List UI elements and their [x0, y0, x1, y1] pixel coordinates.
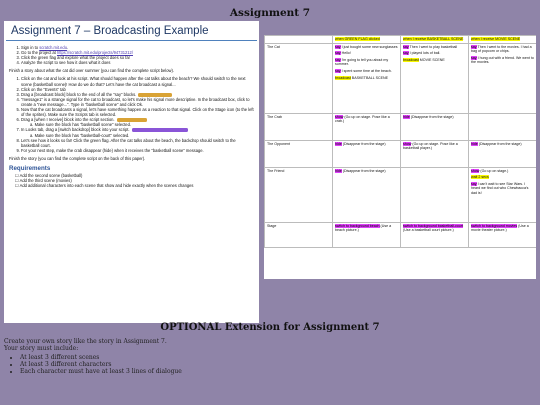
list-item: • At least 3 different characters: [20, 361, 182, 368]
script-line: hide (Disappear from the stage): [335, 141, 386, 146]
requirement-item: ☐ Add the third scene (movies): [15, 178, 254, 183]
row-label: The Opponent: [265, 140, 333, 167]
script-cell: [333, 43, 401, 113]
switch-backdrop-block-icon: [132, 128, 188, 132]
script-line: switch to background beach (Use a beach picture.): [335, 223, 392, 233]
list-item: 5. Now that the cat broadcasts a signal, let's have something happen as a reaction to that signal. Click on the Stage icon (to the left of the sprites). Make sure the Scripts tab is selected.: [21, 107, 254, 117]
script-cell: [333, 222, 401, 247]
script-cell: [401, 113, 469, 140]
requirements-heading: Requirements: [9, 164, 51, 172]
page-title: Assignment 7: [229, 7, 311, 19]
script-line: say Hello!: [335, 51, 351, 56]
list-item: 1. Sign in to scratch.mit.edu.: [21, 45, 254, 50]
optional-intro: Create your own story like the story in Assignment 7.: [4, 338, 167, 345]
requirement-item: ☐ Add the second scene (basketball): [15, 173, 254, 178]
script-cell: [401, 167, 469, 222]
list-item: 2. Go to the project at https://scratch.mit.edu/projects/94731212/: [21, 50, 254, 55]
list-item: 3. Click the green flag and explore what the project does so far: [21, 55, 254, 60]
table-row: [265, 167, 537, 222]
script-line: say I can't wait to see Star Wars. I heard we find out who Chewbacca's dad is!: [471, 181, 529, 195]
script-line: show (Go up on stage. Pose like a basketball player.): [403, 141, 458, 151]
project-link[interactable]: https://scratch.mit.edu/projects/94731212/: [56, 50, 133, 56]
script-cell: [401, 43, 469, 113]
list-item: 4. "message1" is a strange signal for the cat to broadcast, so let's make his signal more descriptive. In the broadcast box, click to create a "new message...". Type in "basketball scene" and click Ok.: [21, 97, 254, 107]
script-line: say I'm going to tell you about my summer.: [335, 57, 389, 67]
script-table: [264, 35, 536, 248]
script-cell: [469, 113, 537, 140]
table-row: [265, 113, 537, 140]
script-line: switch to background movies (Use a movie theater picture.): [471, 223, 529, 233]
script-cell: [333, 167, 401, 222]
script-line: say I spent some time at the beach.: [335, 68, 392, 73]
script-line: broadcast BASKETBALL SCENE: [335, 75, 389, 80]
finish-instruction: Finish a story about what the cat did over summer (you can find the complete script below).: [9, 68, 174, 74]
script-line: say I played lots of ball.: [403, 51, 441, 56]
row-label: The Friend: [265, 167, 333, 222]
script-line: show (Go up on stage.): [471, 168, 509, 173]
list-item: 9. For your next step, make the crab disappear (hide) when it receives the "basketball scene" message.: [21, 148, 254, 153]
table-header-cell: [265, 36, 333, 44]
setup-steps-list: [9, 45, 254, 65]
table-row: [265, 140, 537, 167]
document-title: Assignment 7 – Broadcasting Example: [6, 21, 257, 41]
row-label: The Crab: [265, 113, 333, 140]
row-label: The Cat: [265, 43, 333, 113]
script-cell: [401, 222, 469, 247]
script-line: hide (Disappear from the stage): [403, 114, 454, 119]
script-line: show (Go up on stage. Pose like a crab.): [335, 114, 390, 124]
script-cell: [333, 113, 401, 140]
list-item: 6. Drag a [when I receive] block into the script section. a. Make sure the block has "basketball scene" selected.: [21, 117, 254, 127]
script-line: hide (Disappear from the stage): [471, 141, 522, 146]
script-cell: [401, 140, 469, 167]
script-line: wait 2 secs: [471, 175, 489, 180]
script-cell: [469, 43, 537, 113]
list-item: 4. Analyze the script to see how it does what it does: [21, 60, 254, 65]
scratch-link[interactable]: scratch.mit.edu: [39, 45, 67, 50]
list-item: • At least 3 different scenes: [20, 354, 182, 361]
optional-extension-body: [4, 338, 182, 375]
script-line: say Then I went to the movies. I had a bag of popcorn or chips.: [471, 44, 532, 54]
table-header-cell: when I receive BASKETBALL SCENE: [401, 36, 469, 44]
row-label: Stage: [265, 222, 333, 247]
script-cell: [469, 222, 537, 247]
list-item: 3. Drag a [broadcast block] block to the end of all the "say" blocks.: [21, 92, 254, 97]
list-item: • Each character must have at least 3 lines of dialogue: [20, 368, 182, 375]
finish-instruction-2: Finish the story (you can find the complete script on the back of this paper).: [9, 155, 146, 161]
list-item: 1. Click on the cat and look at his script. What should happen after the cat talks about the beach? We should switch to the next scene (basketball scene)! How do we do that? Let's have the cat broadcast a signal...: [21, 76, 254, 86]
table-header-cell: when I receive MOVIE SCENE: [469, 36, 537, 44]
script-cell: [333, 140, 401, 167]
list-item: 2. Click on the "Events" tab: [21, 87, 254, 92]
broadcast-steps-list: [9, 76, 254, 152]
script-line: switch to background basketball-court (Use a basketball court picture.): [403, 223, 464, 233]
requirements-list: [9, 173, 254, 188]
list-item: 7. In Looks tab, drag a [switch backdrop] block into your script. a. Make sure the block has "basketball-court" selected.: [21, 127, 254, 137]
assignment-document: [4, 21, 259, 323]
table-row: [265, 222, 537, 247]
table-header-row: [265, 36, 537, 44]
script-line: broadcast MOVIE SCENE: [403, 57, 445, 62]
script-line: say I just bought some new sunglasses: [335, 44, 398, 49]
requirement-item: ☐ Add additional characters into each scene that show and hide exactly when the scenes changes: [15, 183, 254, 188]
script-line: say Then I went to play basketball: [403, 44, 458, 49]
optional-extension-title: OPTIONAL Extension for Assignment 7: [160, 322, 380, 333]
script-cell: [469, 167, 537, 222]
optional-intro-2: Your story must include:: [4, 345, 79, 352]
script-cell: [469, 140, 537, 167]
list-item: 8. Let's see how it looks so far! Click the green flag. After the cat talks about the beach, the backdrop should switch to the basketball court.: [21, 138, 254, 148]
table-row: [265, 43, 537, 113]
optional-requirements-list: [4, 354, 182, 375]
script-line: say I hung out with a friend. We went to the movies.: [471, 55, 534, 65]
script-line: hide (Disappear from the stage): [335, 168, 386, 173]
table-header-cell: when GREEN FLAG clicked: [333, 36, 401, 44]
script-table-page: [264, 35, 536, 279]
